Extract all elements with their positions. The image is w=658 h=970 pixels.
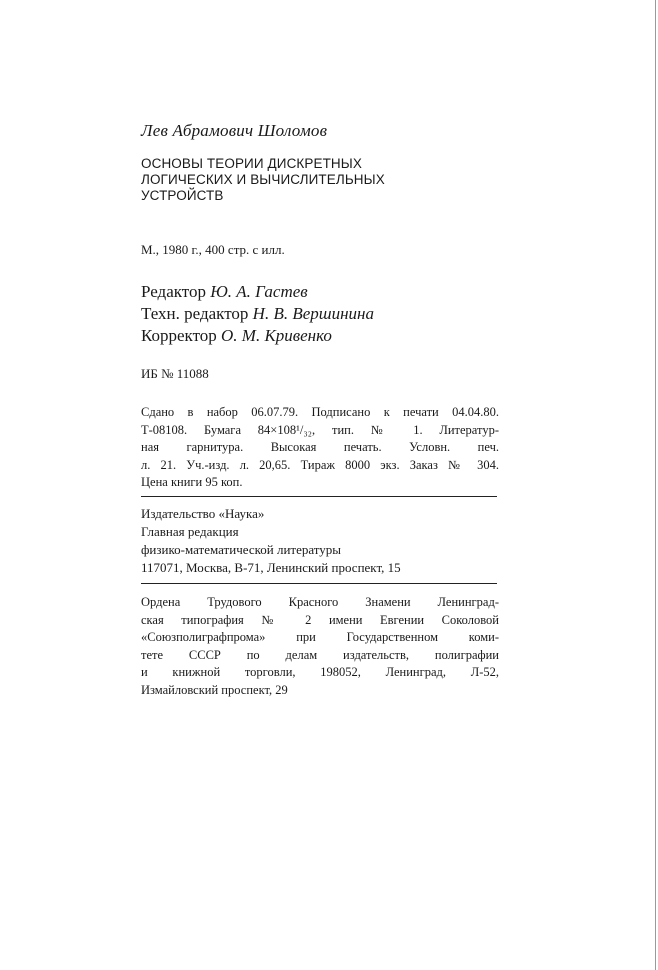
printing-line: л. 21. Уч.-изд. л. 20,65. Тираж 8000 экз. Заказ № 304. (141, 457, 499, 472)
title-line: ОСНОВЫ ТЕОРИИ ДИСКРЕТНЫХ (141, 156, 362, 171)
proofreader-line (141, 325, 374, 347)
press-line: и книжной торговли, 198052, Ленинград, Л-52, (141, 665, 499, 679)
editor-role: Редактор (141, 282, 206, 301)
divider-rule (141, 496, 497, 497)
tech-editor-role: Техн. редактор (141, 304, 249, 323)
editor-line (141, 281, 374, 303)
editors-block (141, 281, 374, 347)
press-line: Измайловский проспект, 29 (141, 682, 288, 697)
printing-line: Цена книги 95 коп. (141, 475, 243, 489)
page-edge-line (655, 0, 656, 970)
proofreader-name: О. М. Кривенко (221, 326, 332, 345)
printing-house-block (141, 594, 499, 699)
press-line: Ордена Трудового Красного Знамени Ленинград- (141, 595, 499, 609)
publication-info: М., 1980 г., 400 стр. с илл. (141, 242, 285, 257)
press-line: тете СССР по делам издательств, полиграфии (141, 647, 499, 662)
title-line: ЛОГИЧЕСКИХ И ВЫЧИСЛИТЕЛЬНЫХ (141, 172, 385, 187)
publisher-line: Издательство «Наука» (141, 506, 265, 521)
tech-editor-name: Н. В. Вершинина (252, 304, 374, 323)
author-name: Лев Абрамович Шоломов (141, 121, 328, 140)
editor-name: Ю. А. Гастев (210, 282, 308, 301)
publisher-line: Главная редакция (141, 524, 239, 539)
press-line: «Союзполиграфпрома» при Государственном коми- (141, 630, 499, 644)
press-line: ская типография № 2 имени Евгении Соколовой (141, 612, 499, 627)
title-line: УСТРОЙСТВ (141, 188, 224, 203)
publisher-block (141, 505, 401, 577)
divider-rule (141, 583, 497, 584)
tech-editor-line (141, 303, 374, 325)
printing-details (141, 404, 499, 492)
ib-number: ИБ № 11088 (141, 366, 209, 381)
publisher-line: 117071, Москва, В-71, Ленинский проспект, 15 (141, 560, 401, 575)
printing-line: ная гарнитура. Высокая печать. Условн. печ. (141, 440, 499, 454)
proofreader-role: Корректор (141, 326, 217, 345)
publisher-line: физико-математической литературы (141, 542, 342, 557)
printing-line: Т-08108. Бумага 84×108¹/₃₂, тип. № 1. Литератур- (141, 422, 499, 437)
printing-line: Сдано в набор 06.07.79. Подписано к печати 04.04.80. (141, 405, 499, 419)
book-title (141, 156, 501, 204)
